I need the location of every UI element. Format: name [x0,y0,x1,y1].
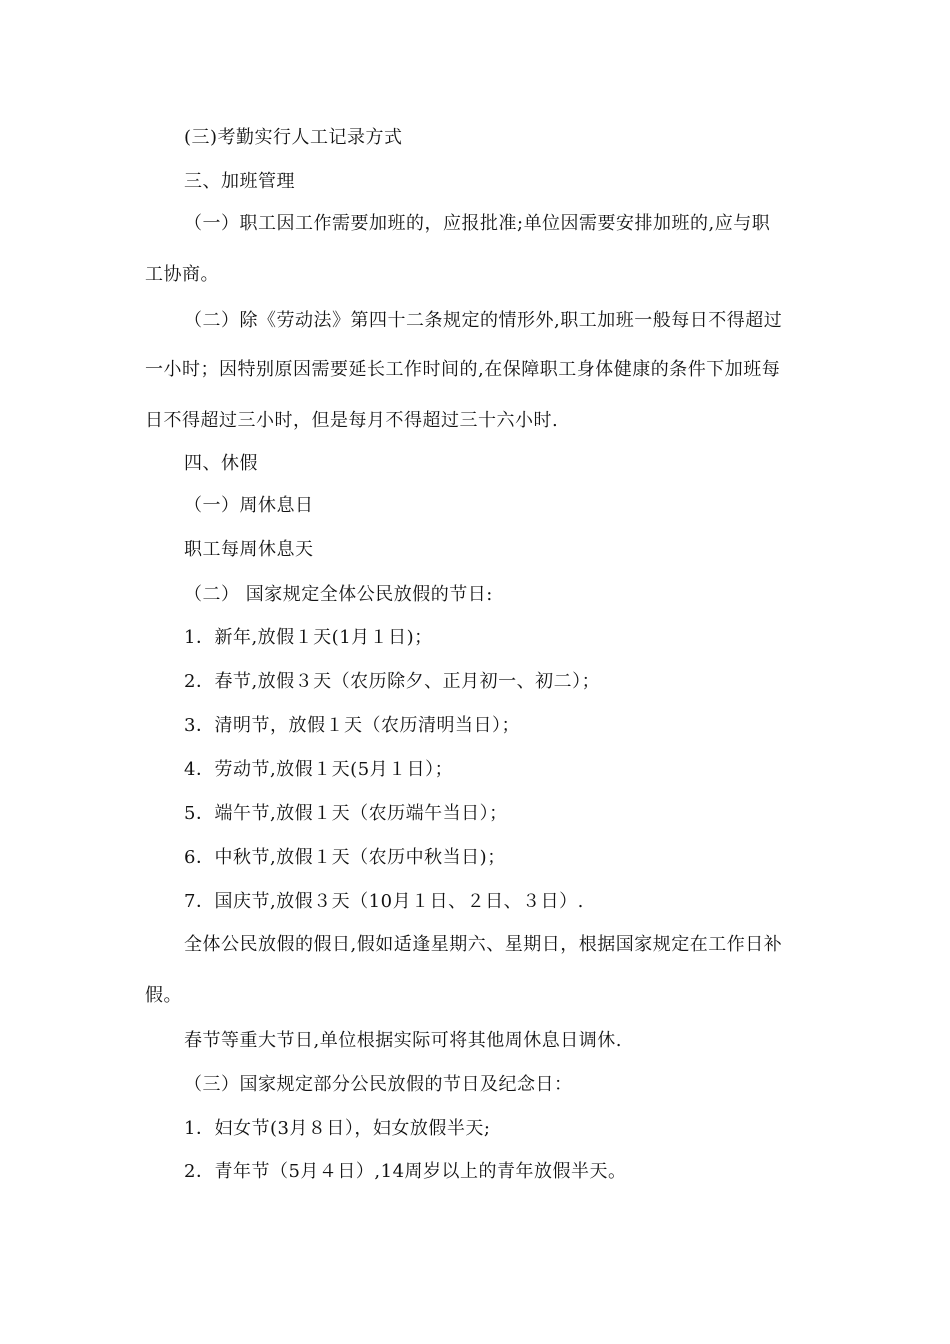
paragraph-line: 全体公民放假的假日,假如适逢星期六、星期日，根据国家规定在工作日补 [184,934,783,955]
section-item-attendance-method: (三)考勤实行人工记录方式 [184,127,403,148]
section-heading-leave: 四、休假 [184,453,258,474]
paragraph-line: 春节等重大节日,单位根据实际可将其他周休息日调休. [184,1030,622,1051]
subsection-heading: （一）周休息日 [184,495,314,516]
paragraph-line: 职工每周休息天 [184,539,314,560]
list-item: 2．青年节（5月４日）,14周岁以上的青年放假半天。 [184,1161,627,1182]
list-item: 1．新年,放假１天(1月１日)； [184,627,433,648]
list-item: 1．妇女节(3月８日），妇女放假半天; [184,1118,491,1139]
paragraph-line: 工协商。 [145,264,219,285]
paragraph-line: 一小时；因特别原因需要延长工作时间的,在保障职工身体健康的条件下加班每 [145,359,781,380]
subsection-heading: （二） 国家规定全体公民放假的节日: [184,584,493,605]
list-item: 4．劳动节,放假１天(5月１日）； [184,759,454,780]
section-heading-overtime: 三、加班管理 [184,171,295,192]
paragraph-line: （一）职工因工作需要加班的，应报批准;单位因需要安排加班的,应与职 [184,213,771,234]
subsection-heading: （三）国家规定部分公民放假的节日及纪念日： [184,1074,573,1095]
list-item: 7．国庆节,放假３天（10月１日、２日、３日）. [184,891,584,912]
list-item: 5．端午节,放假１天（农历端午当日）； [184,803,508,824]
paragraph-line: 假。 [145,985,182,1006]
list-item: 6．中秋节,放假１天（农历中秋当日)； [184,847,506,868]
paragraph-line: （二）除《劳动法》第四十二条规定的情形外,职工加班一般每日不得超过 [184,310,783,331]
list-item: 2．春节,放假３天（农历除夕、正月初一、初二）； [184,671,601,692]
list-item: 3．清明节，放假１天（农历清明当日）； [184,715,520,736]
paragraph-line: 日不得超过三小时，但是每月不得超过三十六小时. [145,410,559,431]
